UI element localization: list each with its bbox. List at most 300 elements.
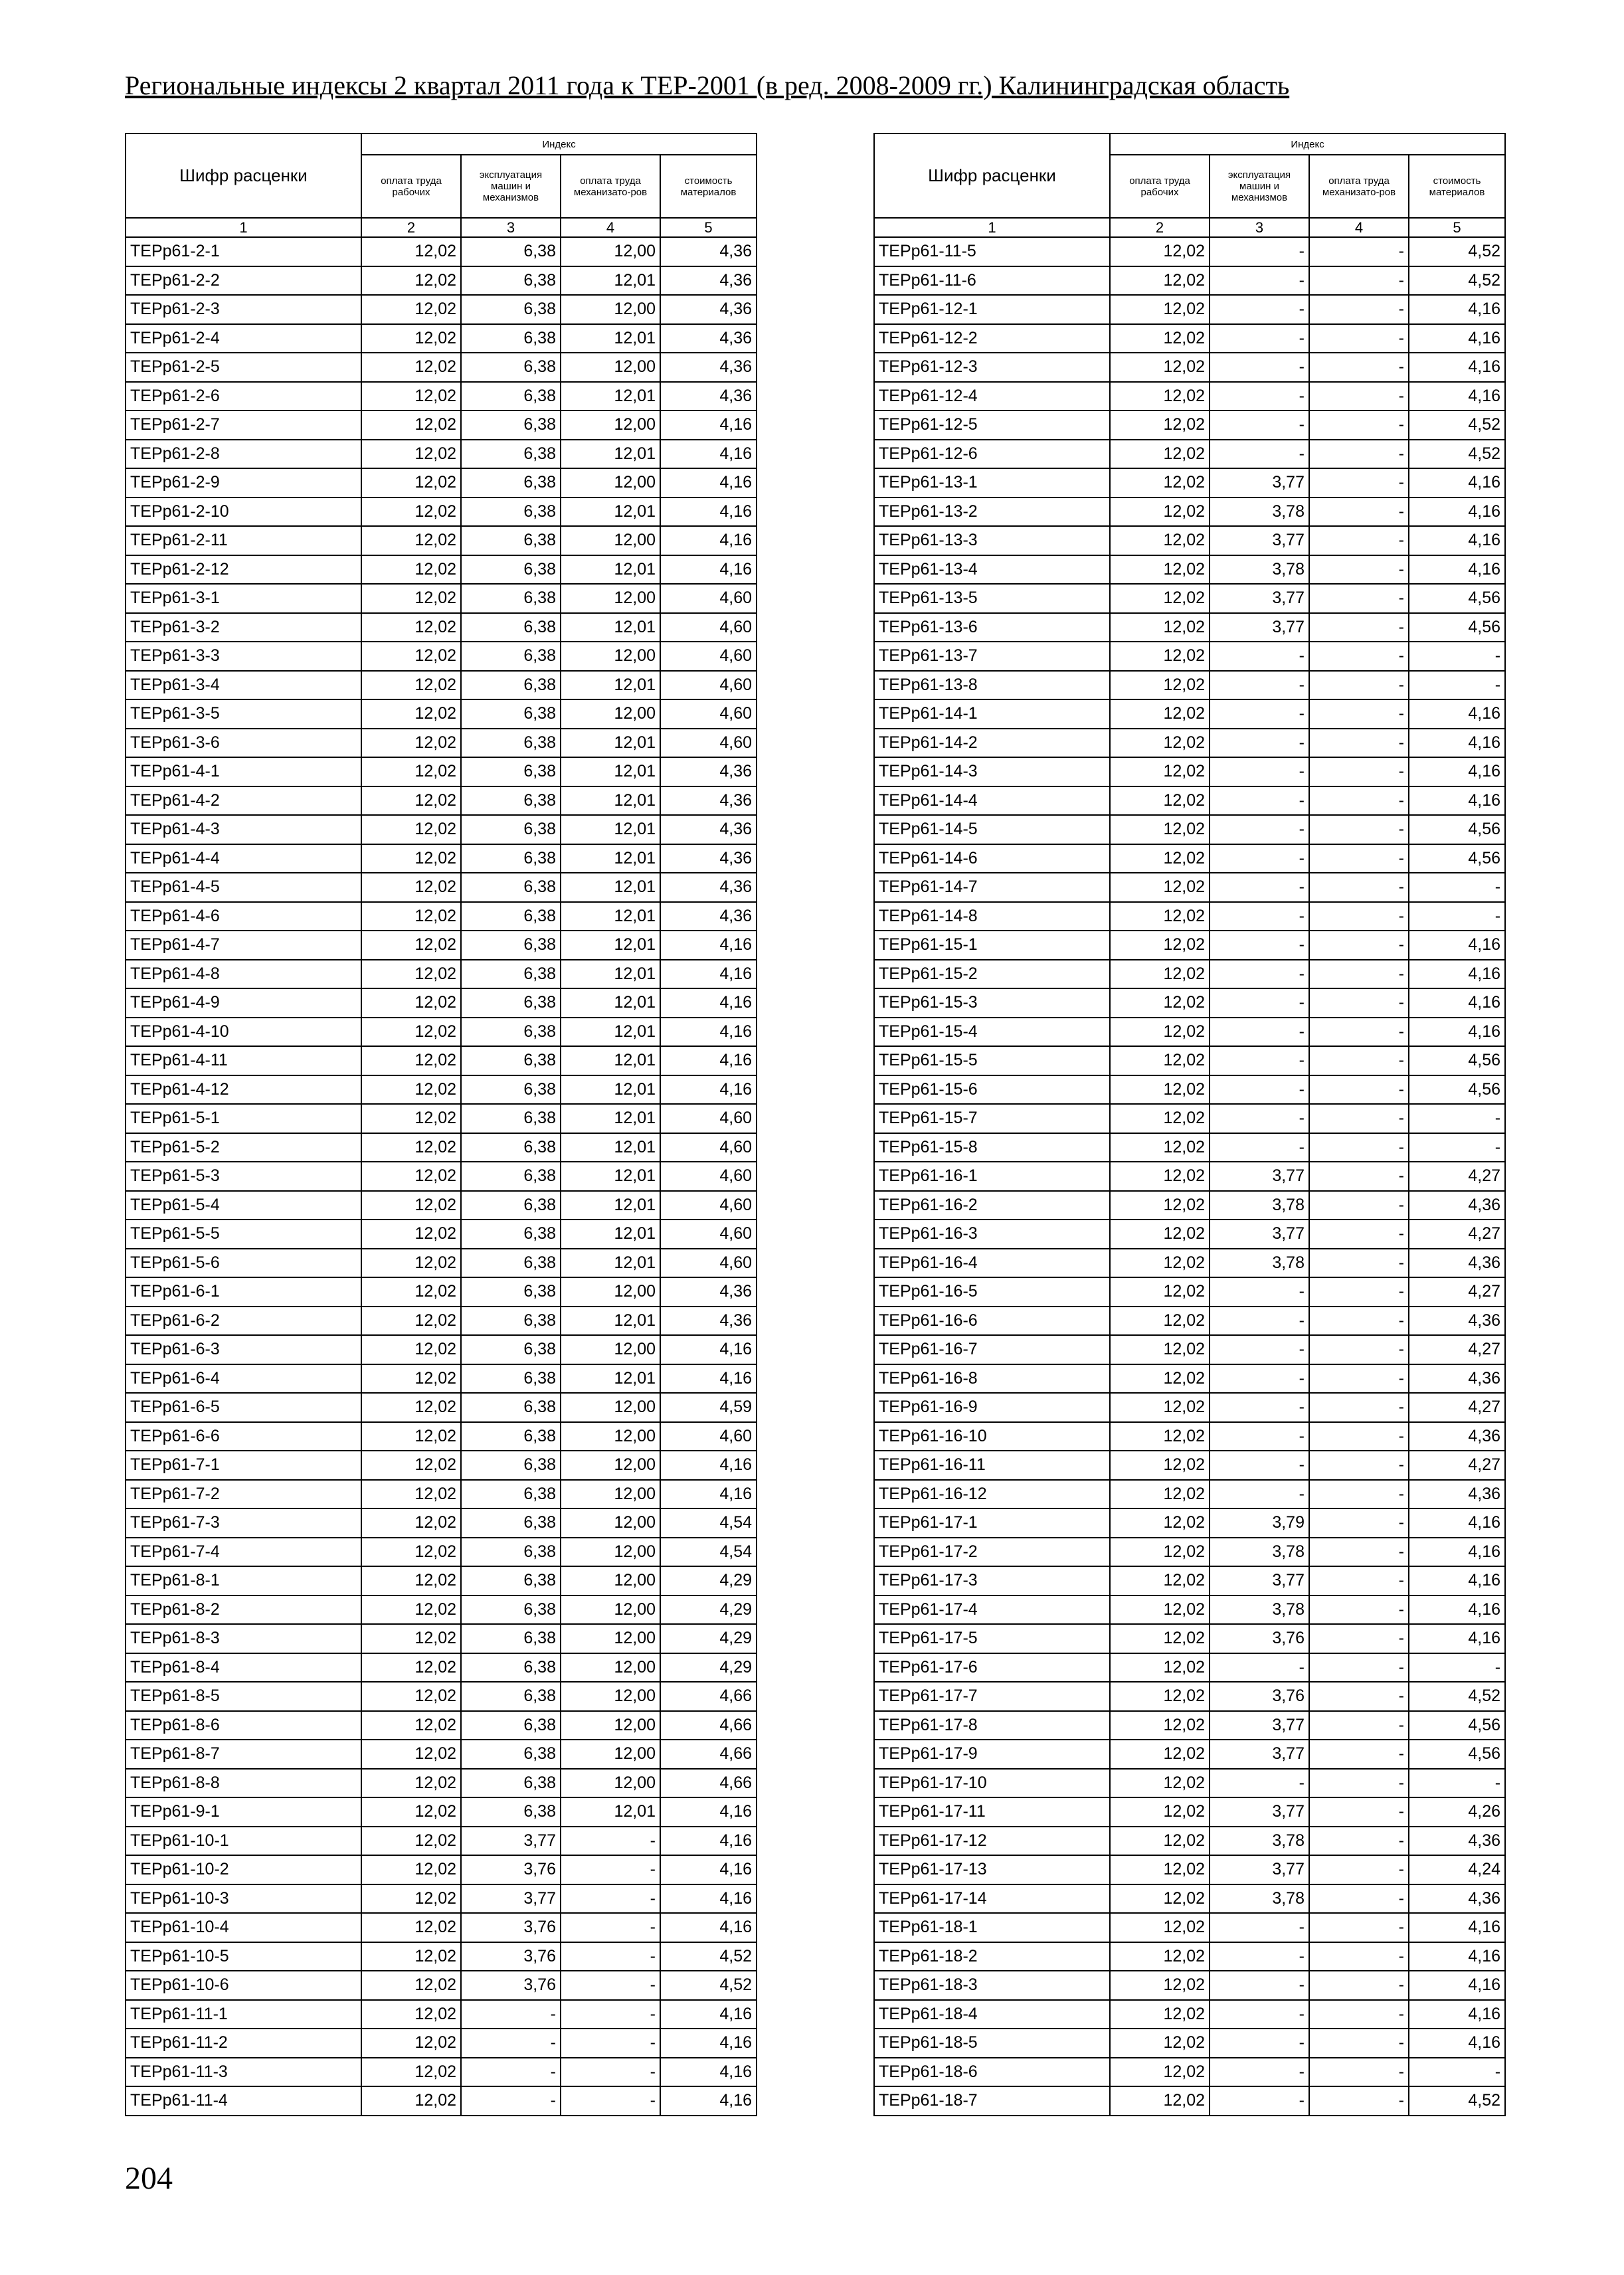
cell-code: ТЕРр61-18-7 [874, 2086, 1110, 2116]
cell-code: ТЕРр61-10-2 [126, 1855, 361, 1884]
cell-machines: 6,38 [461, 1480, 561, 1509]
cell-labor: 12,02 [361, 1133, 461, 1162]
cell-mech-labor: - [1309, 1220, 1409, 1249]
cell-mech-labor: - [1309, 815, 1409, 844]
cell-labor: 12,02 [361, 1018, 461, 1047]
cell-labor: 12,02 [361, 2000, 461, 2029]
cell-materials: 4,36 [1409, 1364, 1505, 1394]
cell-machines: 6,38 [461, 1451, 561, 1480]
cell-mech-labor: 12,01 [561, 988, 660, 1018]
cell-machines: 6,38 [461, 1104, 561, 1133]
table-row [126, 1133, 757, 1162]
cell-labor: 12,02 [361, 786, 461, 816]
cell-machines: - [1210, 2086, 1309, 2116]
cell-code: ТЕРр61-16-3 [874, 1220, 1110, 1249]
cell-mech-labor: 12,01 [561, 671, 660, 700]
cell-machines: 6,38 [461, 353, 561, 382]
cell-mech-labor: - [1309, 2029, 1409, 2058]
table-row [126, 1393, 757, 1422]
cell-code: ТЕРр61-17-7 [874, 1682, 1110, 1711]
cell-labor: 12,02 [1110, 988, 1210, 1018]
cell-machines: - [1210, 1075, 1309, 1105]
cell-machines: 6,38 [461, 1220, 561, 1249]
cell-mech-labor: 12,01 [561, 1249, 660, 1278]
cell-machines: 6,38 [461, 1595, 561, 1625]
table-row [126, 1971, 757, 2000]
cell-mech-labor: 12,00 [561, 1538, 660, 1567]
table-row [126, 266, 757, 296]
cell-code: ТЕРр61-12-3 [874, 353, 1110, 382]
cell-machines: - [1210, 1046, 1309, 1075]
table-row [126, 1913, 757, 1942]
cell-code: ТЕРр61-16-11 [874, 1451, 1110, 1480]
cell-machines: - [1210, 1653, 1309, 1683]
cell-labor: 12,02 [361, 353, 461, 382]
table-row [126, 555, 757, 585]
cell-mech-labor: - [1309, 786, 1409, 816]
cell-code: ТЕРр61-2-5 [126, 353, 361, 382]
cell-labor: 12,02 [361, 1364, 461, 1394]
cell-mech-labor: - [1309, 440, 1409, 469]
cell-materials: 4,60 [660, 1422, 757, 1451]
cell-machines: 6,38 [461, 671, 561, 700]
cell-labor: 12,02 [1110, 440, 1210, 469]
table-row [874, 1797, 1505, 1827]
cell-materials: 4,66 [660, 1711, 757, 1740]
cell-labor: 12,02 [361, 1307, 461, 1336]
table-row [126, 1018, 757, 1047]
cell-materials: 4,36 [660, 295, 757, 324]
table-row [126, 1191, 757, 1220]
cell-mech-labor: - [1309, 1797, 1409, 1827]
cell-code: ТЕРр61-8-4 [126, 1653, 361, 1683]
cell-materials: 4,36 [660, 1307, 757, 1336]
cell-materials: 4,29 [660, 1566, 757, 1595]
cell-materials: 4,16 [660, 526, 757, 555]
cell-materials: 4,60 [660, 671, 757, 700]
cell-machines: - [1210, 757, 1309, 786]
cell-mech-labor: - [1309, 498, 1409, 527]
cell-code: ТЕРр61-14-7 [874, 873, 1110, 902]
cell-materials: 4,16 [1409, 1538, 1505, 1567]
header-num-3: 3 [461, 218, 561, 237]
cell-labor: 12,02 [1110, 1855, 1210, 1884]
cell-mech-labor: - [1309, 1942, 1409, 1971]
cell-code: ТЕРр61-12-2 [874, 324, 1110, 353]
cell-code: ТЕРр61-3-3 [126, 642, 361, 671]
cell-mech-labor: - [1309, 1740, 1409, 1769]
table-row [874, 1220, 1505, 1249]
table-row [126, 382, 757, 411]
cell-mech-labor: - [561, 1884, 660, 1914]
header-index: Индекс [361, 134, 757, 155]
cell-code: ТЕРр61-17-9 [874, 1740, 1110, 1769]
cell-materials: 4,60 [660, 1249, 757, 1278]
cell-machines: 3,76 [1210, 1624, 1309, 1653]
cell-materials: 4,16 [1409, 2029, 1505, 2058]
cell-code: ТЕРр61-4-1 [126, 757, 361, 786]
cell-code: ТЕРр61-18-5 [874, 2029, 1110, 2058]
cell-labor: 12,02 [361, 642, 461, 671]
cell-code: ТЕРр61-12-6 [874, 440, 1110, 469]
cell-materials: 4,16 [1409, 295, 1505, 324]
cell-mech-labor: 12,01 [561, 931, 660, 960]
page-number: 204 [125, 2161, 173, 2196]
cell-mech-labor: - [1309, 642, 1409, 671]
cell-labor: 12,02 [361, 1277, 461, 1307]
cell-mech-labor: - [561, 2000, 660, 2029]
cell-mech-labor: - [1309, 410, 1409, 440]
cell-code: ТЕРр61-2-8 [126, 440, 361, 469]
table-row [126, 237, 757, 266]
cell-mech-labor: - [1309, 757, 1409, 786]
cell-machines: - [461, 2029, 561, 2058]
table-row [874, 1046, 1505, 1075]
cell-labor: 12,02 [361, 382, 461, 411]
cell-labor: 12,02 [1110, 1769, 1210, 1798]
table-row [126, 1364, 757, 1394]
cell-labor: 12,02 [1110, 1133, 1210, 1162]
cell-code: ТЕРр61-11-3 [126, 2058, 361, 2087]
cell-machines: - [1210, 1277, 1309, 1307]
cell-code: ТЕРр61-3-5 [126, 699, 361, 729]
cell-mech-labor: 12,01 [561, 1307, 660, 1336]
cell-labor: 12,02 [361, 1797, 461, 1827]
cell-materials: 4,16 [660, 1335, 757, 1364]
cell-code: ТЕРр61-13-1 [874, 468, 1110, 498]
cell-machines: 3,77 [1210, 1566, 1309, 1595]
cell-mech-labor: 12,01 [561, 1075, 660, 1105]
cell-code: ТЕРр61-17-8 [874, 1711, 1110, 1740]
cell-materials: 4,16 [660, 2000, 757, 2029]
header-labor: оплата труда рабочих [1110, 155, 1210, 218]
cell-materials: 4,16 [660, 2086, 757, 2116]
table-row [126, 1624, 757, 1653]
cell-machines: 3,78 [1210, 498, 1309, 527]
cell-labor: 12,02 [361, 468, 461, 498]
cell-labor: 12,02 [1110, 2058, 1210, 2087]
table-row [126, 844, 757, 873]
table-row [126, 295, 757, 324]
cell-materials: 4,36 [660, 382, 757, 411]
cell-mech-labor: - [1309, 1018, 1409, 1047]
cell-machines: 6,38 [461, 1307, 561, 1336]
cell-machines: - [1210, 2058, 1309, 2087]
cell-labor: 12,02 [361, 902, 461, 931]
cell-mech-labor: - [1309, 613, 1409, 642]
header-materials: стоимость материалов [660, 155, 757, 218]
table-row [126, 1480, 757, 1509]
cell-labor: 12,02 [1110, 729, 1210, 758]
cell-machines: 6,38 [461, 526, 561, 555]
cell-mech-labor: 12,00 [561, 642, 660, 671]
cell-machines: - [461, 2086, 561, 2116]
cell-materials: 4,16 [1409, 699, 1505, 729]
cell-machines: - [1210, 786, 1309, 816]
cell-machines: 3,77 [1210, 526, 1309, 555]
table-row [874, 1740, 1505, 1769]
cell-code: ТЕРр61-8-8 [126, 1769, 361, 1798]
cell-code: ТЕРр61-16-7 [874, 1335, 1110, 1364]
cell-code: ТЕРр61-17-4 [874, 1595, 1110, 1625]
table-row [874, 786, 1505, 816]
cell-code: ТЕРр61-11-4 [126, 2086, 361, 2116]
cell-labor: 12,02 [361, 729, 461, 758]
header-num-4: 4 [561, 218, 660, 237]
cell-mech-labor: 12,01 [561, 960, 660, 989]
cell-labor: 12,02 [1110, 324, 1210, 353]
table-row [874, 584, 1505, 613]
cell-materials: 4,36 [660, 873, 757, 902]
cell-machines: - [1210, 1307, 1309, 1336]
cell-labor: 12,02 [1110, 2029, 1210, 2058]
table-row [126, 1277, 757, 1307]
cell-code: ТЕРр61-15-2 [874, 960, 1110, 989]
cell-mech-labor: - [1309, 1538, 1409, 1567]
cell-materials: 4,60 [660, 584, 757, 613]
cell-mech-labor: 12,00 [561, 1624, 660, 1653]
cell-code: ТЕРр61-2-6 [126, 382, 361, 411]
cell-machines: - [1210, 1769, 1309, 1798]
cell-materials: 4,60 [660, 1191, 757, 1220]
cell-mech-labor: 12,00 [561, 1335, 660, 1364]
cell-machines: - [1210, 1335, 1309, 1364]
cell-labor: 12,02 [1110, 1277, 1210, 1307]
cell-mech-labor: - [1309, 2086, 1409, 2116]
table-row [874, 1971, 1505, 2000]
cell-mech-labor: 12,00 [561, 353, 660, 382]
cell-machines: - [1210, 902, 1309, 931]
cell-materials: 4,16 [1409, 1913, 1505, 1942]
cell-materials: 4,36 [1409, 1191, 1505, 1220]
cell-mech-labor: - [1309, 266, 1409, 296]
table-row [874, 1075, 1505, 1105]
cell-labor: 12,02 [361, 2058, 461, 2087]
cell-code: ТЕРр61-17-11 [874, 1797, 1110, 1827]
table-row [874, 988, 1505, 1018]
cell-machines: 6,38 [461, 1711, 561, 1740]
cell-materials: 4,16 [660, 1451, 757, 1480]
cell-labor: 12,02 [361, 931, 461, 960]
cell-labor: 12,02 [1110, 931, 1210, 960]
cell-machines: - [1210, 382, 1309, 411]
cell-code: ТЕРр61-10-6 [126, 1971, 361, 2000]
table-row [126, 699, 757, 729]
cell-mech-labor: 12,01 [561, 382, 660, 411]
table-row [874, 699, 1505, 729]
table-body-left [126, 237, 757, 2116]
cell-mech-labor: - [561, 2058, 660, 2087]
index-table-right [873, 133, 1506, 2116]
cell-machines: 6,38 [461, 1162, 561, 1191]
cell-labor: 12,02 [1110, 1653, 1210, 1683]
cell-materials: 4,16 [1409, 1595, 1505, 1625]
cell-materials: 4,16 [660, 1797, 757, 1827]
cell-machines: 6,38 [461, 1653, 561, 1683]
table-row [126, 2000, 757, 2029]
cell-materials: 4,56 [1409, 1075, 1505, 1105]
table-row [126, 1855, 757, 1884]
cell-code: ТЕРр61-16-6 [874, 1307, 1110, 1336]
cell-code: ТЕРр61-4-9 [126, 988, 361, 1018]
table-row [874, 1508, 1505, 1538]
cell-materials: 4,16 [1409, 729, 1505, 758]
cell-code: ТЕРр61-10-3 [126, 1884, 361, 1914]
cell-machines: - [1210, 699, 1309, 729]
cell-code: ТЕРр61-6-3 [126, 1335, 361, 1364]
cell-labor: 12,02 [361, 2086, 461, 2116]
cell-labor: 12,02 [1110, 1942, 1210, 1971]
cell-labor: 12,02 [361, 498, 461, 527]
header-machines: эксплуатация машин и механизмов [461, 155, 561, 218]
cell-materials: 4,16 [1409, 1971, 1505, 2000]
cell-code: ТЕРр61-7-3 [126, 1508, 361, 1538]
cell-labor: 12,02 [1110, 671, 1210, 700]
header-num-3: 3 [1210, 218, 1309, 237]
cell-materials: 4,66 [660, 1682, 757, 1711]
cell-code: ТЕРр61-17-12 [874, 1827, 1110, 1856]
cell-labor: 12,02 [361, 1162, 461, 1191]
cell-machines: 6,38 [461, 266, 561, 296]
cell-machines: 6,38 [461, 295, 561, 324]
cell-mech-labor: - [1309, 295, 1409, 324]
table-row [874, 382, 1505, 411]
cell-mech-labor: - [1309, 1307, 1409, 1336]
table-row [874, 1451, 1505, 1480]
cell-machines: - [1210, 1133, 1309, 1162]
table-row [874, 1595, 1505, 1625]
cell-code: ТЕРр61-15-1 [874, 931, 1110, 960]
table-row [126, 1653, 757, 1683]
cell-machines: 6,38 [461, 1797, 561, 1827]
table-row [126, 671, 757, 700]
cell-mech-labor: - [1309, 526, 1409, 555]
cell-materials: 4,36 [660, 324, 757, 353]
cell-machines: - [1210, 2029, 1309, 2058]
cell-code: ТЕРр61-17-1 [874, 1508, 1110, 1538]
cell-code: ТЕРр61-2-3 [126, 295, 361, 324]
cell-labor: 12,02 [361, 526, 461, 555]
cell-code: ТЕРр61-6-6 [126, 1422, 361, 1451]
cell-labor: 12,02 [361, 1075, 461, 1105]
cell-mech-labor: 12,01 [561, 324, 660, 353]
cell-mech-labor: - [1309, 1422, 1409, 1451]
cell-labor: 12,02 [361, 1451, 461, 1480]
cell-labor: 12,02 [1110, 1566, 1210, 1595]
table-row [126, 1451, 757, 1480]
table-row [874, 1018, 1505, 1047]
cell-mech-labor: 12,01 [561, 555, 660, 585]
table-row [874, 1480, 1505, 1509]
cell-labor: 12,02 [361, 584, 461, 613]
cell-code: ТЕРр61-11-6 [874, 266, 1110, 296]
cell-machines: - [1210, 960, 1309, 989]
table-body-right [874, 237, 1505, 2116]
cell-materials: 4,60 [660, 699, 757, 729]
cell-labor: 12,02 [1110, 815, 1210, 844]
table-row [126, 1884, 757, 1914]
cell-labor: 12,02 [1110, 902, 1210, 931]
table-row [126, 324, 757, 353]
cell-code: ТЕРр61-3-2 [126, 613, 361, 642]
cell-labor: 12,02 [361, 2029, 461, 2058]
cell-code: ТЕРр61-11-2 [126, 2029, 361, 2058]
table-row [126, 757, 757, 786]
table-row [126, 613, 757, 642]
cell-code: ТЕРр61-3-4 [126, 671, 361, 700]
cell-materials: 4,16 [1409, 757, 1505, 786]
cell-materials: 4,16 [660, 468, 757, 498]
cell-machines: 3,77 [1210, 1711, 1309, 1740]
table-row [874, 1942, 1505, 1971]
cell-labor: 12,02 [1110, 382, 1210, 411]
table-row [874, 931, 1505, 960]
table-row [874, 2058, 1505, 2087]
cell-materials: 4,36 [660, 902, 757, 931]
table-row [126, 1046, 757, 1075]
cell-machines: - [1210, 729, 1309, 758]
cell-mech-labor: - [1309, 555, 1409, 585]
cell-labor: 12,02 [361, 324, 461, 353]
table-row [126, 2058, 757, 2087]
cell-labor: 12,02 [1110, 1508, 1210, 1538]
cell-machines: 6,38 [461, 1393, 561, 1422]
table-row [874, 324, 1505, 353]
cell-labor: 12,02 [1110, 295, 1210, 324]
cell-code: ТЕРр61-5-6 [126, 1249, 361, 1278]
cell-machines: - [1210, 324, 1309, 353]
table-row [126, 584, 757, 613]
cell-machines: 6,38 [461, 1422, 561, 1451]
cell-labor: 12,02 [1110, 468, 1210, 498]
cell-mech-labor: - [1309, 1277, 1409, 1307]
table-row [874, 498, 1505, 527]
cell-code: ТЕРр61-14-5 [874, 815, 1110, 844]
cell-labor: 12,02 [1110, 410, 1210, 440]
cell-labor: 12,02 [361, 410, 461, 440]
cell-code: ТЕРр61-5-2 [126, 1133, 361, 1162]
cell-machines: - [1210, 1364, 1309, 1394]
cell-labor: 12,02 [1110, 526, 1210, 555]
table-row [126, 642, 757, 671]
cell-code: ТЕРр61-2-11 [126, 526, 361, 555]
cell-code: ТЕРр61-17-2 [874, 1538, 1110, 1567]
table-row [126, 1075, 757, 1105]
cell-materials: 4,36 [1409, 1422, 1505, 1451]
cell-mech-labor: 12,00 [561, 1653, 660, 1683]
cell-materials: 4,16 [660, 1046, 757, 1075]
cell-labor: 12,02 [361, 1769, 461, 1798]
cell-materials: 4,16 [660, 410, 757, 440]
table-row [126, 1162, 757, 1191]
cell-materials: 4,36 [1409, 1884, 1505, 1914]
table-row [874, 1855, 1505, 1884]
cell-labor: 12,02 [1110, 1711, 1210, 1740]
cell-machines: 6,38 [461, 1682, 561, 1711]
cell-materials: 4,36 [1409, 1249, 1505, 1278]
table-row [874, 1913, 1505, 1942]
cell-materials: 4,56 [1409, 1711, 1505, 1740]
cell-labor: 12,02 [1110, 1971, 1210, 2000]
cell-mech-labor: 12,00 [561, 584, 660, 613]
cell-materials: 4,16 [660, 1884, 757, 1914]
table-row [874, 1277, 1505, 1307]
table-row [874, 1364, 1505, 1394]
cell-labor: 12,02 [361, 1711, 461, 1740]
table-row [874, 1624, 1505, 1653]
cell-materials: 4,16 [660, 1480, 757, 1509]
cell-machines: 6,38 [461, 1133, 561, 1162]
